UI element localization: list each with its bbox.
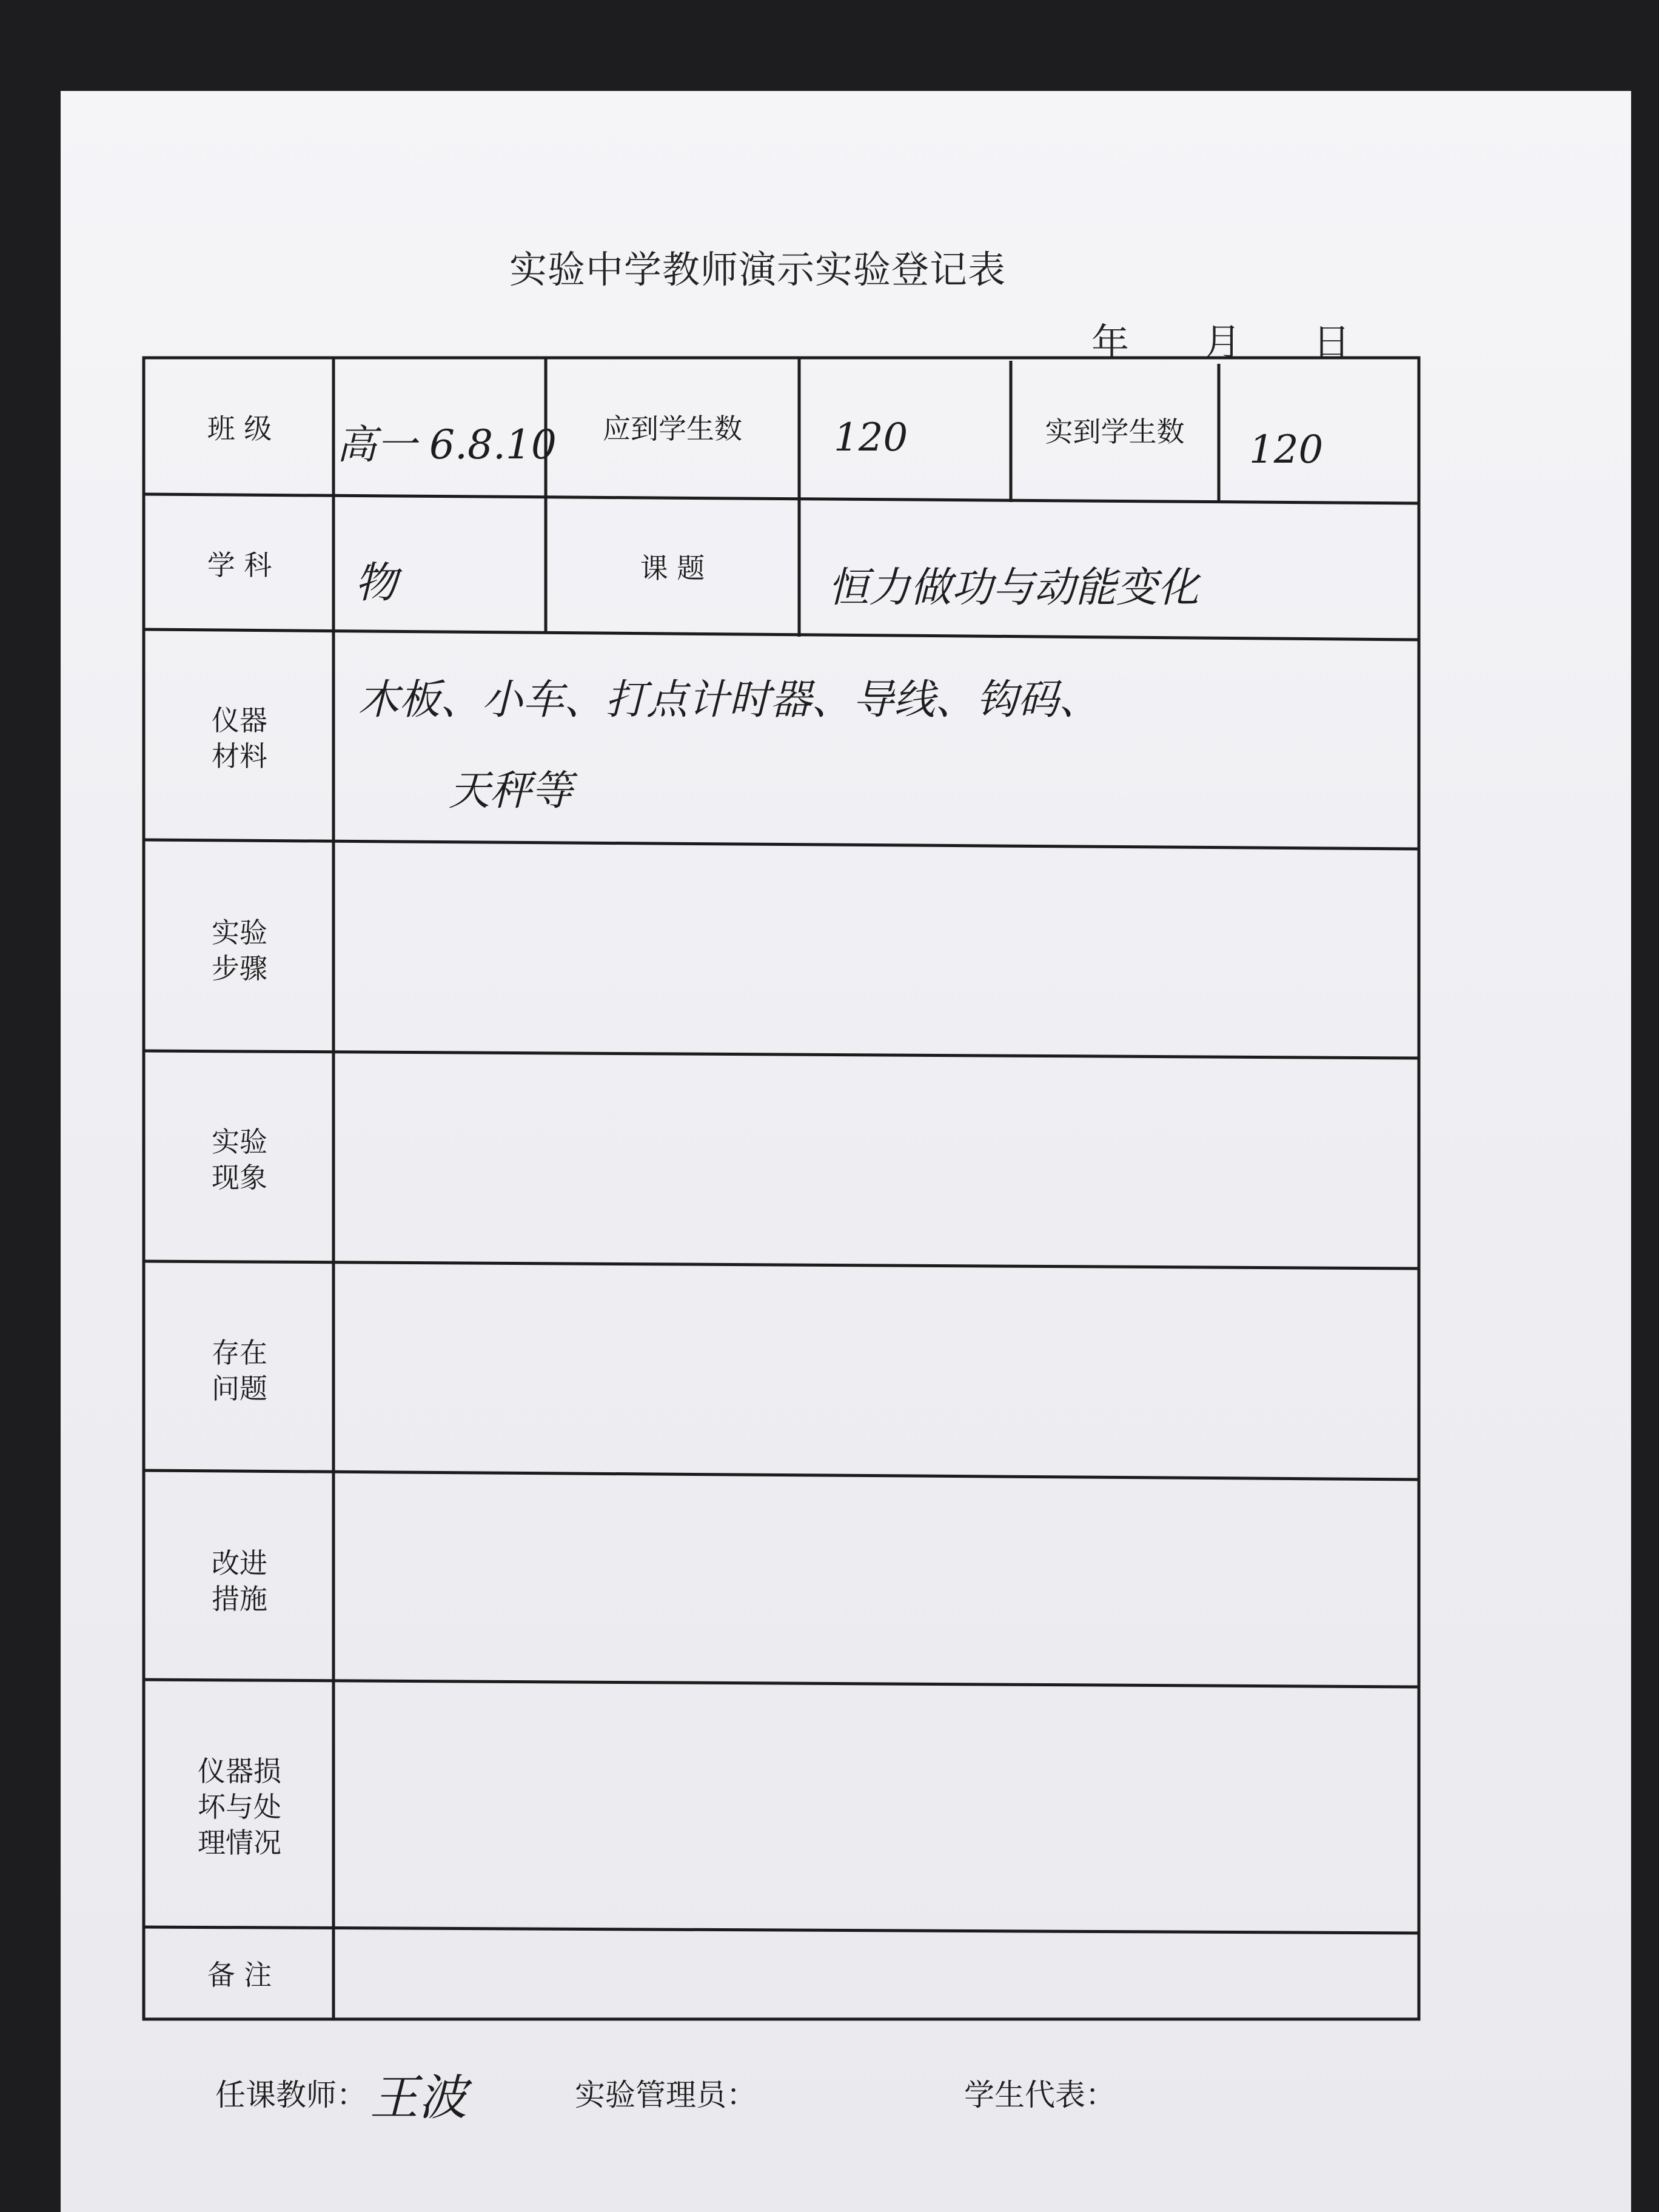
date-month-label: 月 [1204,320,1242,364]
materials-label: 仪器 材料 [212,703,267,773]
damage-handling-label: 仪器损 坏与处 理情况 [198,1755,281,1859]
form-title: 实验中学教师演示实验登记表 [509,247,1007,292]
improvements-label: 改进 措施 [212,1546,267,1615]
date-day-label: 日 [1313,320,1351,364]
date-year-label: 年 [1091,320,1130,364]
teacher-label: 任课教师： [215,2077,367,2113]
class-value: 高一 6.8.10 [337,421,557,468]
class-label: 班 级 [207,412,272,446]
subject-label: 学 科 [207,549,272,582]
problems-label: 存在 问题 [212,1336,267,1405]
student-representative-label: 学生代表： [964,2077,1116,2113]
materials-value-line2: 天秤等 [449,767,573,815]
subject-value: 物 [355,558,397,608]
actual-students-value: 120 [1249,427,1324,472]
topic-label: 课 题 [640,552,705,585]
lab-admin-label: 实验管理员： [575,2077,757,2113]
teacher-signature: 王波 [370,2070,467,2126]
actual-students-label: 实到学生数 [1045,415,1185,449]
steps-label: 实验 步骤 [212,916,267,985]
remarks-label: 备 注 [207,1959,272,1992]
topic-value: 恒力做功与动能变化 [828,564,1199,612]
materials-value-line1: 木板、小车、打点计时器、导线、钩码、 [358,676,1101,724]
expected-students-value: 120 [834,415,908,460]
phenomena-label: 实验 现象 [212,1125,267,1194]
expected-students-label: 应到学生数 [603,412,742,446]
